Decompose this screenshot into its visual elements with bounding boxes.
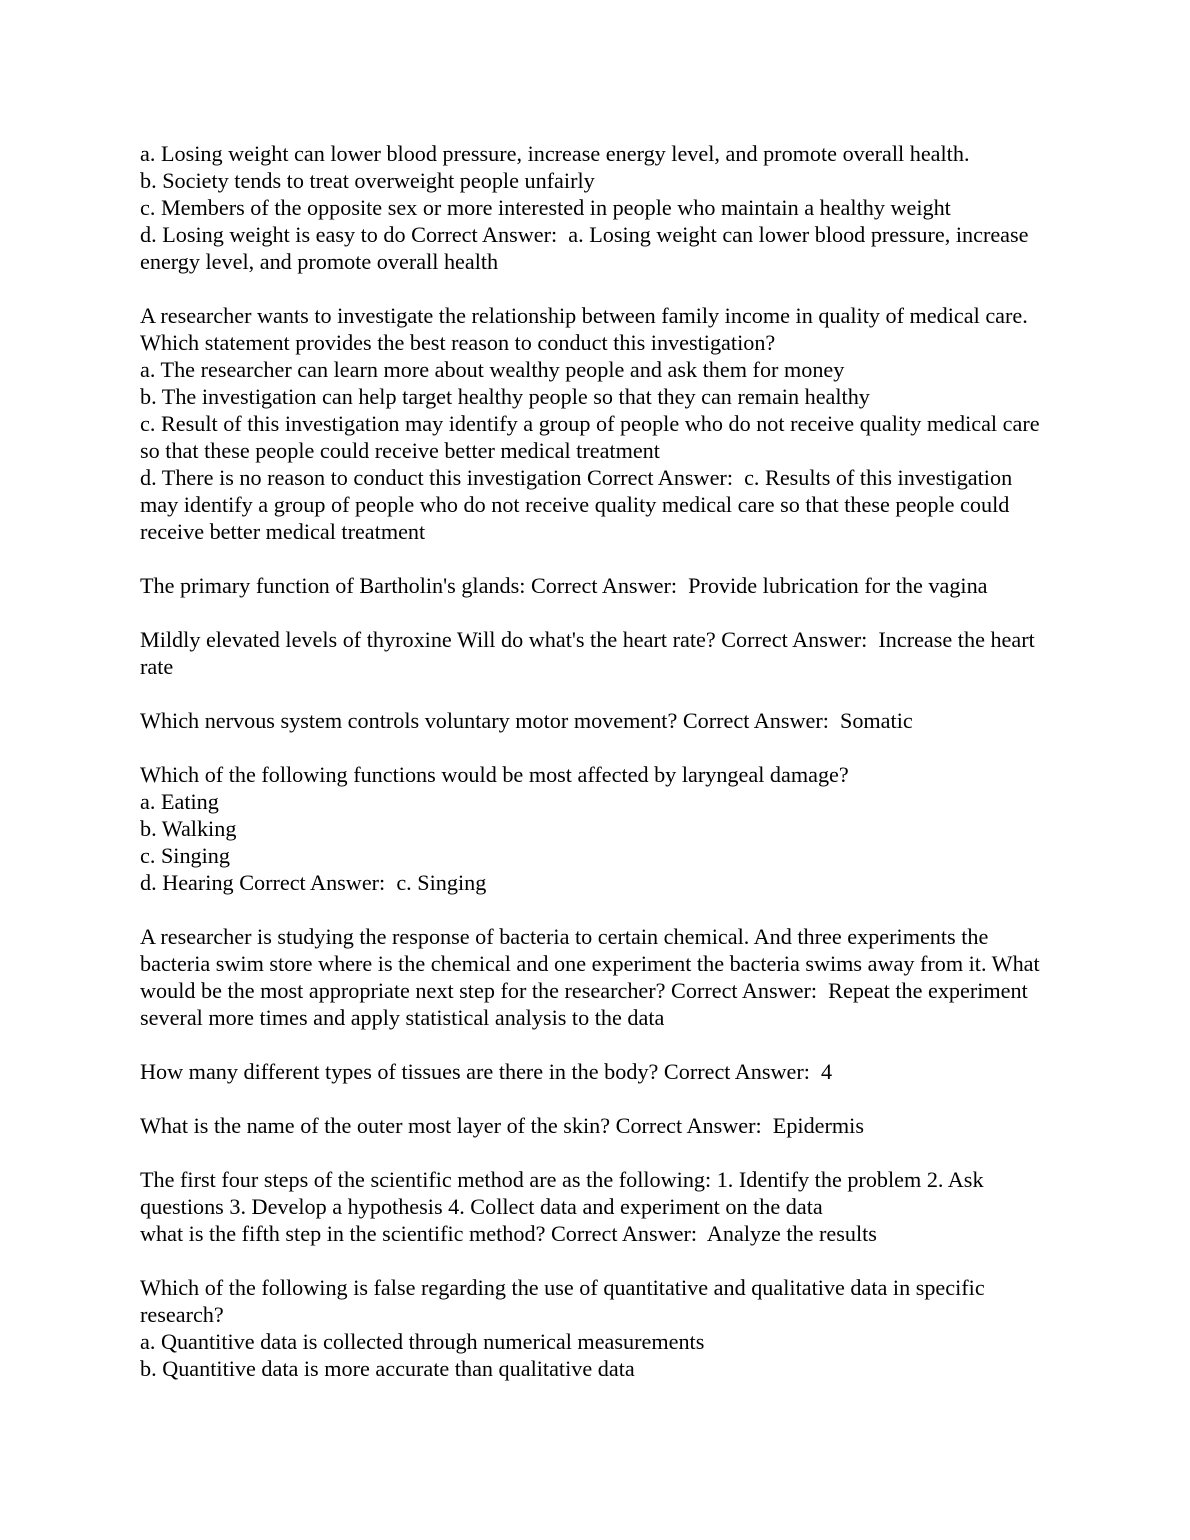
question-answer: Mildly elevated levels of thyroxine Will do what's the heart rate? Correct Answer: Increase the heart rate: [140, 627, 1041, 679]
question-answer: what is the fifth step in the scientific method? Correct Answer: Analyze the results: [140, 1221, 877, 1246]
question-skin-layer: [140, 1112, 1055, 1139]
question-text: Which of the following is false regarding the use of quantitative and qualitative data in specific research?: [140, 1275, 991, 1327]
option-a: a. Eating: [140, 789, 219, 814]
option-a: a. Losing weight can lower blood pressure, increase energy level, and promote overall health.: [140, 141, 970, 166]
option-d-answer: d. Losing weight is easy to do Correct Answer: a. Losing weight can lower blood pressure, increase energy level, and promote overall health: [140, 222, 1035, 274]
question-answer: How many different types of tissues are there in the body? Correct Answer: 4: [140, 1059, 833, 1084]
question-nervous-system: [140, 707, 1055, 734]
question-scientific-method: [140, 1166, 1055, 1247]
question-tissue-types: [140, 1058, 1055, 1085]
question-text: The first four steps of the scientific method are as the following: 1. Identify the problem 2. Ask questions 3. Develop a hypothesis 4. Collect data and experiment on the data: [140, 1167, 990, 1219]
document-page: [140, 140, 1055, 1409]
option-b: b. Quantitive data is more accurate than qualitative data: [140, 1356, 635, 1381]
question-quantitative-data: [140, 1274, 1055, 1382]
question-answer: The primary function of Bartholin's glands: Correct Answer: Provide lubrication for the vagina: [140, 573, 988, 598]
question-answer: What is the name of the outer most layer of the skin? Correct Answer: Epidermis: [140, 1113, 864, 1138]
question-family-income: [140, 302, 1055, 545]
question-text: Which of the following functions would be most affected by laryngeal damage?: [140, 762, 849, 787]
question-bartholin-glands: [140, 572, 1055, 599]
question-answer: A researcher is studying the response of bacteria to certain chemical. And three experiments the bacteria swim store where is the chemical and one experiment the bacteria swims away from it. What would be the most appropriate next step for the researcher? Correct Answer: Repeat the experiment several more times and apply statistical analysis to the data: [140, 924, 1046, 1030]
option-d-answer: d. Hearing Correct Answer: c. Singing: [140, 870, 487, 895]
option-c: c. Result of this investigation may identify a group of people who do not receive quality medical care so that these people could receive better medical treatment: [140, 411, 1046, 463]
question-thyroxine: [140, 626, 1055, 680]
option-d-answer: d. There is no reason to conduct this investigation Correct Answer: c. Results of this investigation may identify a group of people who do not receive quality medical care so that these people could receive better medical treatment: [140, 465, 1018, 544]
option-b: b. Walking: [140, 816, 237, 841]
option-c: c. Singing: [140, 843, 230, 868]
question-answer: Which nervous system controls voluntary motor movement? Correct Answer: Somatic: [140, 708, 913, 733]
option-b: b. The investigation can help target healthy people so that they can remain healthy: [140, 384, 870, 409]
question-laryngeal-damage: [140, 761, 1055, 896]
question-text: A researcher wants to investigate the relationship between family income in quality of medical care. Which statement provides the best reason to conduct this investigation?: [140, 303, 1033, 355]
question-bacteria-experiment: [140, 923, 1055, 1031]
option-b: b. Society tends to treat overweight people unfairly: [140, 168, 595, 193]
option-a: a. Quantitive data is collected through numerical measurements: [140, 1329, 705, 1354]
question-weight-loss: [140, 140, 1055, 275]
option-a: a. The researcher can learn more about wealthy people and ask them for money: [140, 357, 845, 382]
option-c: c. Members of the opposite sex or more interested in people who maintain a healthy weight: [140, 195, 951, 220]
